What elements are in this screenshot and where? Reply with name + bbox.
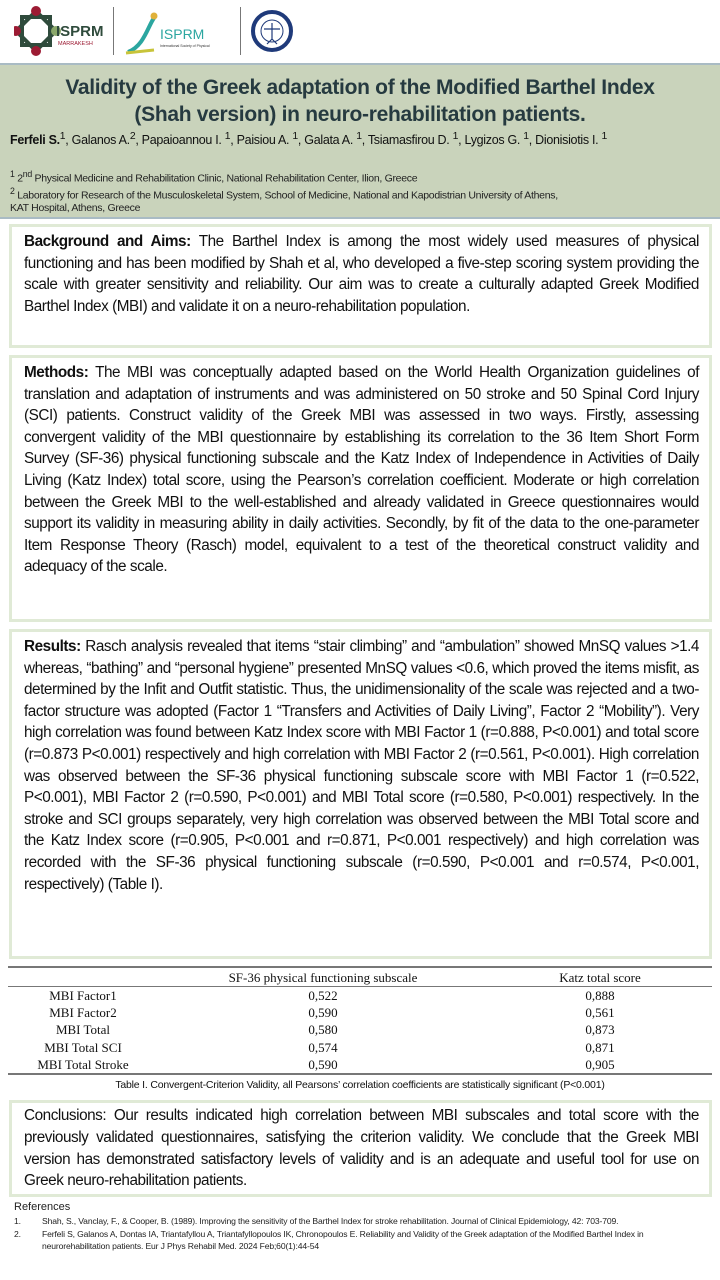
author-name: Papaioannou I.	[141, 133, 222, 148]
methods-section	[9, 355, 712, 622]
column-header: SF-36 physical functioning subscale	[158, 967, 488, 987]
affiliation-sup: 2	[10, 186, 15, 196]
reference-text: Shah, S., Vanclay, F., & Cooper, B. (1989). Improving the sensitivity of the Barthel Index for stroke rehabilitation. Journal of Clinical Epidemiology, 42: 703-709.	[42, 1215, 619, 1226]
affiliation	[10, 167, 417, 186]
table-row	[8, 987, 712, 1005]
affiliation-ordinal-sup: nd	[22, 169, 32, 179]
author-sup: 1	[601, 131, 608, 142]
table-header-row	[8, 967, 712, 987]
background-section	[9, 224, 712, 348]
author-name: Dionisiotis I.	[535, 133, 599, 148]
logo-divider	[240, 7, 241, 55]
table-cell: 0,873	[585, 1022, 615, 1038]
row-label: MBI Total Stroke	[8, 1057, 158, 1075]
section-text: Rasch analysis revealed that items “stair climbing” and “ambulation” showed MnSQ values >1.4 whereas, “bathing” and “personal hygiene” presented MnSQ values <0.6, which proved the items misfit, as determined by the Infit and Outfit statistic. Thus, the unidimensionality of the scale was rejected and a two-factor structure was adopted (Factor 1 “Transfers and Activities of Daily Living”, Factor 2 “Mobility”). Very high correlation was found between Katz Index score with MBI Factor 1 (r=0.888, P<0.001) and total score (r=0.873 P<0.001) respectively and high correlation with MBI Factor 2 (r=0.561, P<0.001). High correlation was observed between the SF-36 physical functioning subscale score with MBI Factor 1 (r=0.522, P<0.001), MBI Factor 2 (r=0.590, P<0.001) and MBI Total score (r=0.580, P<0.001) respectively. In the stroke and SCI groups separately, very high correlation was observed between the MBI Total score and the Katz Index score (r=0.905, P<0.001 and r=0.871, P<0.001 respectively) and high correlation was recorded with the SF-36 physical functioning subscale (r=0.590, P<0.001 and r=0.574, P<0.001, respectively) (Table I).	[24, 638, 699, 893]
row-label: MBI Total	[55, 1022, 111, 1038]
author-name: Ferfeli S.	[10, 133, 60, 148]
title-line: Validity of the Greek adaptation of the Modified Barthel Index	[65, 76, 655, 99]
reference-item	[14, 1215, 720, 1227]
logo-divider	[113, 7, 114, 55]
table-caption: Table I. Convergent-Criterion Validity, all Pearsons’ correlation coefficients are statistically significant (P<0.001)	[115, 1079, 605, 1092]
table-cell: 0,888	[585, 987, 615, 1003]
author-name: Paisiou A.	[236, 133, 290, 148]
author-sup: 2	[129, 131, 136, 142]
conclusions-section	[9, 1100, 712, 1196]
row-label: MBI Factor2	[49, 1004, 117, 1020]
reference-item	[14, 1228, 720, 1252]
affiliation-text: KAT Hospital, Athens, Greece	[10, 202, 141, 214]
reference-number: 2.	[14, 1228, 21, 1239]
somarep-logo	[251, 6, 293, 56]
reference-text: Ferfeli S, Galanos A, Dontas IA, Triantafyllou A, Triantafyllopoulos IK, Chronopoulos E. Reliability and Validity of the Greek adaptation of the Modified Barthel Index in neurorehabilitation patients. Eur J Phys Rehabil Med. 2024 Feb;60(1):44-54	[42, 1228, 644, 1251]
table-row	[8, 1057, 712, 1075]
author-sup: 1	[59, 131, 66, 142]
poster-body	[0, 224, 720, 1252]
table-cell: 0,590	[308, 1004, 338, 1020]
column-header	[8, 967, 158, 987]
section-text: The MBI was conceptually adapted based on the World Health Organization guidelines of translation and adaptation of instruments and was administered on 50 stroke and 50 Spinal Cord Injury (SCI) patients. Construct validity of the Greek MBI was assessed in two ways. Firstly, assessing convergent validity of the MBI questionnaire by establishing its correlation to the 36 Item Short Form Survey (SF-36) physical functioning subscale and the Katz Index of Independence in Activities of Daily Living (Katz Index) total score, using the Pearson’s correlation coefficient. Moderate or high correlation between the Greek MBI to the well-established and already validated in Greece questionnaires would support its validity in measuring ability in daily activities. Secondly, by fit of the data to the one-parameter Item Response Theory (Rasch) model, equivalent to a test of the theoretical construct validity and adequacy of the scale.	[24, 364, 699, 576]
table-cell: 0,561	[585, 1004, 615, 1020]
svg-text:International Society of Physi: International Society of Physical	[160, 44, 210, 48]
affiliation	[10, 184, 558, 203]
author-sup: 1	[224, 131, 231, 142]
title-line: (Shah version) in neuro-rehabilitation patients.	[134, 103, 586, 126]
section-label: Methods:	[24, 364, 89, 381]
reference-number: 1.	[14, 1215, 21, 1226]
table-row	[8, 1039, 712, 1057]
table-cell: 0,580	[308, 1022, 338, 1038]
author-name: Lygizos G.	[464, 133, 521, 148]
title-band	[0, 63, 720, 219]
author-name: Tsiamasfirou D.	[367, 133, 450, 148]
author-list: Ferfeli S.$^1$, Galanos A.$^2$, Papaioannou I. $^1$, Paisiou A. $^1$, Galata A. $^1$, Tsiamasfirou D. $^1$, Lygizos G. $^1$, Dionisiotis I. $^1$	[10, 131, 608, 148]
svg-text:MARRAKESH: MARRAKESH	[58, 41, 93, 47]
isprm-society-logo	[124, 6, 234, 56]
section-text: Conclusions: Our results indicated high correlation between MBI subscales and total score with the previously validated questionnaires, satisfying the criterion validity. We conclude that the Greek MBI version has demonstrated satisfactory levels of validity and is an adequate and useful tool for use on Greek neuro-rehabilitation patients.	[24, 1107, 699, 1190]
isprm-marrakesh-logo	[14, 6, 104, 56]
author-sup: 1	[292, 131, 298, 142]
table-row	[8, 1004, 712, 1022]
row-label: MBI Total SCI	[44, 1040, 122, 1056]
affiliation-text: Laboratory for Research of the Musculoskeletal System, School of Medicine, National and Kapodistrian University of Athens,	[14, 189, 558, 202]
section-label: Results:	[24, 638, 81, 655]
section-label: Background and Aims:	[24, 233, 191, 250]
references-heading: References	[14, 1200, 71, 1213]
poster-title	[0, 74, 720, 128]
author-sup: 1	[452, 131, 459, 142]
row-label: MBI Factor1	[49, 987, 117, 1003]
table-cell: 0,590	[158, 1057, 488, 1075]
author-name: Galanos A.	[71, 133, 130, 148]
author-sup: 1	[523, 131, 529, 142]
correlation-table	[8, 966, 712, 1075]
results-section	[9, 629, 712, 959]
affiliation-text: Physical Medicine and Rehabilitation Clinic, National Rehabilitation Center, Ilion, Greece	[31, 172, 418, 185]
section-text: The Barthel Index is among the most widely used measures of physical functioning and has been modified by Shah et al, who developed a five-step scoring system providing the scale with greater sensitivity and reliability. Our aim was to create a culturally adapted Greek Modified Barthel Index (MBI) and validate it on a neuro-rehabilitation population.	[24, 233, 700, 315]
table-cell: 0,522	[308, 987, 338, 1003]
affiliation-sup: 1	[10, 169, 15, 179]
table-cell: 0,905	[488, 1057, 712, 1075]
table-cell: 0,574	[308, 1040, 338, 1056]
logo-bar	[0, 0, 720, 62]
column-header: Katz total score	[488, 967, 712, 987]
svg-text:ISPRM: ISPRM	[56, 23, 104, 40]
svg-text:ISPRM: ISPRM	[160, 26, 205, 42]
table-row	[8, 1022, 712, 1040]
author-sup: 1	[356, 131, 362, 142]
affiliation-ordinal: 2	[17, 172, 23, 185]
author-name: Galata A.	[304, 133, 353, 148]
table-cell: 0,871	[585, 1040, 615, 1056]
